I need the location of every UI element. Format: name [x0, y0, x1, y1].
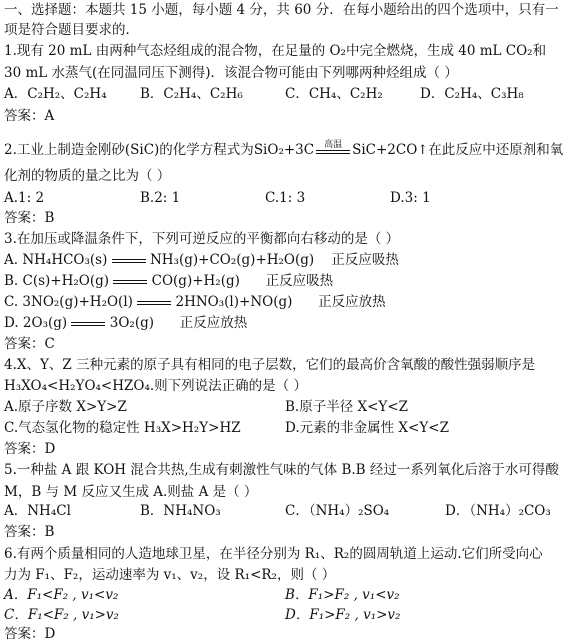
- q3-option-a-right: NH₃(g)+CO₂(g)+H₂O(g): [149, 252, 315, 268]
- q3-option-b-left: B. C(s)+H₂O(g): [4, 273, 110, 289]
- section-header-line1: 一、选择题：本题共 15 小题，每小题 4 分，共 60 分．在每小题给出的四个选项中，只有一: [4, 2, 559, 18]
- q2-reaction-arrow: [314, 139, 352, 159]
- q1-option-a: A．C₂H₂、C₂H₄: [4, 86, 107, 102]
- q5-option-c: C．（NH₄）₂SO₄: [285, 503, 390, 519]
- q2-equation-right: SiC+2CO: [352, 142, 418, 158]
- q3-option-c: [4, 294, 386, 310]
- q5-stem-line2: M，B 与 M 反应又生成 A.则盐 A 是（ ）: [4, 484, 258, 500]
- q6-answer: 答案：D: [4, 626, 56, 642]
- q3-option-b: [4, 273, 333, 289]
- q6-option-c: C．F₁<F₂ , v₁>v₂: [4, 607, 119, 623]
- q1-option-c: C．CH₄、C₂H₂: [285, 86, 383, 102]
- q3-option-d-right: 3O₂(g): [109, 315, 155, 331]
- q6-stem-line1: 6.有两个质量相同的人造地球卫星，在半径分别为 R₁、R₂的圆周轨道上运动.它们所受向心: [4, 546, 543, 562]
- q4-option-a: A.原子序数 X>Y>Z: [4, 399, 127, 415]
- q3-option-d-note: 正反应放热: [179, 315, 248, 331]
- q3-option-c-right: 2HNO₃(l)+NO(g): [175, 294, 293, 310]
- q5-stem-line1: 5.一种盐 A 跟 KOH 混合共热,生成有刺激性气味的气体 B.B 经过一系列氧化后溶于水可得酸: [4, 462, 559, 478]
- q3-stem: 3.在加压或降温条件下，下列可逆反应的平衡都向右移动的是（ ）: [4, 231, 400, 247]
- q2-stem-line1: [4, 139, 564, 159]
- reversible-arrow-icon: [113, 277, 147, 287]
- q1-stem-line2: 30 mL 水蒸气(在同温同压下测得)．该混合物可能由下列哪两种烃组成（ ）: [4, 65, 458, 81]
- q6-stem-line2: 力为 F₁、F₂，运动速率为 v₁、v₂，设 R₁<R₂，则（ ）: [4, 567, 336, 583]
- q3-option-d: [4, 315, 247, 331]
- reversible-arrow-icon: [71, 319, 105, 329]
- q3-option-d-left: D. 2O₃(g): [4, 315, 68, 331]
- gas-up-arrow-icon: ↑: [417, 143, 429, 158]
- q3-answer: 答案：C: [4, 336, 55, 352]
- q6-option-b: B．F₁>F₂ , v₁<v₂: [285, 587, 400, 603]
- q5-option-b: B．NH₄NO₃: [140, 503, 221, 519]
- q2-option-b: B.2: 1: [140, 190, 181, 206]
- q2-option-d: D.3: 1: [390, 190, 431, 206]
- reversible-arrow-icon: [137, 298, 171, 308]
- q3-option-a-note: 正反应吸热: [331, 252, 399, 268]
- q5-option-d: D．（NH₄）₂CO₃: [445, 503, 551, 519]
- q2-option-c: C.1: 3: [265, 190, 306, 206]
- q1-option-b: B．C₂H₄、C₂H₆: [140, 86, 243, 102]
- q3-option-b-note: 正反应吸热: [265, 273, 334, 289]
- q3-option-a: [4, 252, 399, 268]
- section-header-line2: 项是符合题目要求的．: [4, 22, 139, 38]
- q4-stem-line2: H₃XO₄<H₂YO₄<HZO₄.则下列说法正确的是（ ）: [4, 378, 307, 394]
- q3-option-b-right: CO(g)+H₂(g): [151, 273, 240, 289]
- q4-stem-line1: 4.X、Y、Z 三种元素的原子具有相同的电子层数，它们的最高价含氧酸的酸性强弱顺序是: [4, 357, 536, 373]
- q1-stem-line1: 1.现有 20 mL 由两种气态烃组成的混合物，在足量的 O₂中完全燃烧，生成 40 mL CO₂和: [4, 43, 547, 59]
- reversible-arrow-icon: [112, 256, 146, 266]
- q3-option-c-left: C. 3NO₂(g)+H₂O(l): [4, 294, 133, 310]
- q4-option-c: C.气态氢化物的稳定性 H₃X>H₂Y>HZ: [4, 420, 241, 436]
- q3-option-a-left: A. NH₄HCO₃(s): [4, 252, 108, 268]
- q4-answer: 答案：D: [4, 441, 56, 457]
- q1-option-d: D．C₂H₄、C₃H₈: [420, 86, 524, 102]
- q2-answer: 答案：B: [4, 210, 55, 226]
- q2-equation-left: SiO₂+3C: [253, 142, 315, 158]
- q4-option-b: B.原子半径 X<Y<Z: [285, 399, 409, 415]
- q2-reaction-condition: 高温: [324, 139, 343, 150]
- q2-stem-text-a: 2.工业上制造金刚砂(SiC)的化学方程式为: [4, 142, 254, 158]
- q6-option-a: A．F₁<F₂ , v₁<v₂: [4, 587, 119, 603]
- q5-answer: 答案：B: [4, 524, 55, 540]
- q2-option-a: A.1: 2: [4, 190, 45, 206]
- q3-option-c-note: 正反应放热: [318, 294, 386, 310]
- q4-option-d: D.元素的非金属性 X<Y<Z: [285, 420, 449, 436]
- q1-answer: 答案：A: [4, 108, 55, 124]
- q6-option-d: D．F₁>F₂ , v₁>v₂: [285, 607, 401, 623]
- q5-option-a: A．NH₄Cl: [4, 503, 71, 519]
- q2-stem-text-b: 在此反应中还原剂和氧: [428, 142, 564, 158]
- q2-stem-line2: 化剂的物质的量之比为（ ）: [4, 168, 171, 184]
